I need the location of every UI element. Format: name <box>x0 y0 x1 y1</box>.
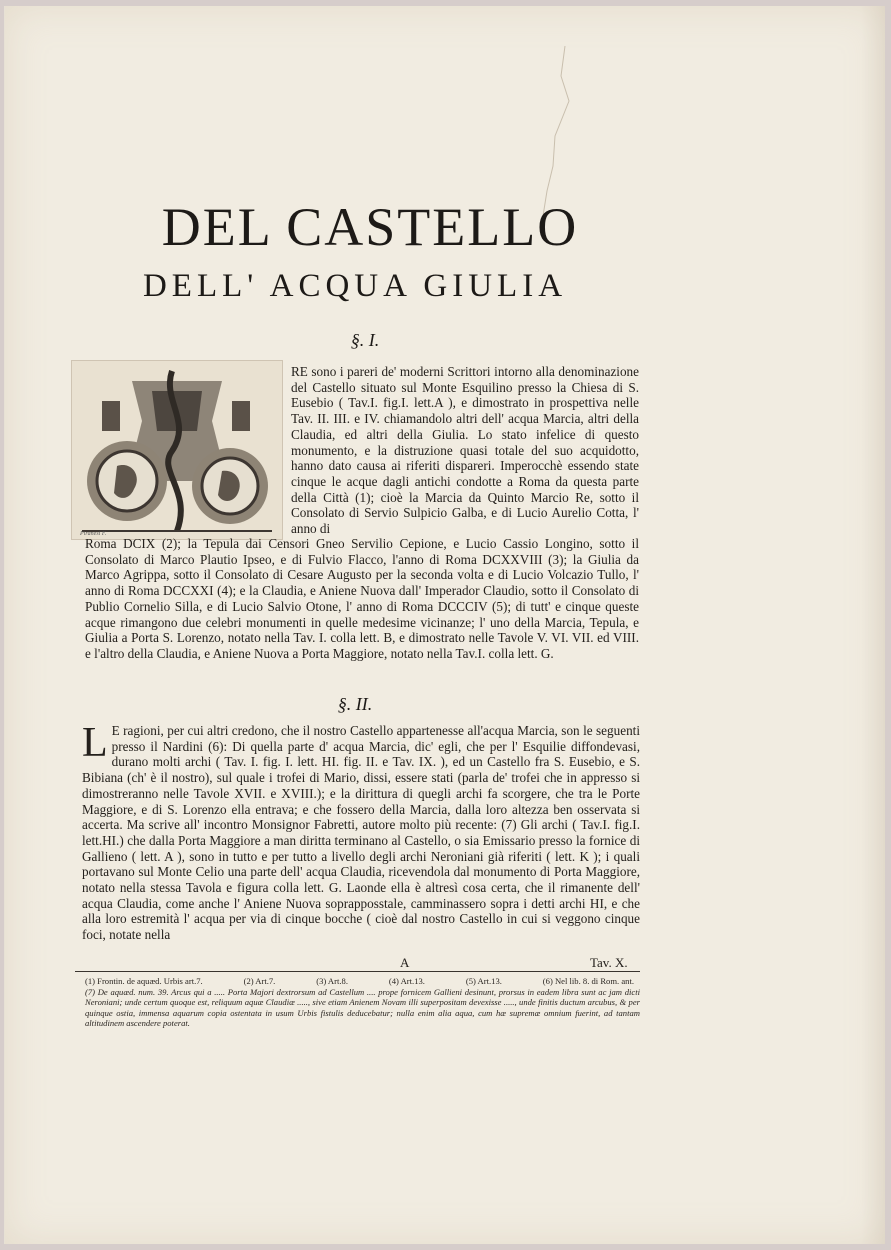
catchword: Tav. X. <box>590 955 628 970</box>
footnote-4: (4) Art.13. <box>388 976 425 986</box>
engraved-vignette <box>71 360 283 540</box>
footnote-7: (7) De aquæd. num. 39. Arcus qui a ..... Porta Majori dextrorsum ad Castellum .... prope fornicem Gallieni desinunt, prorsus in eadem libra sunt ac jam dicti Neroniani; unde certum quoque est, reliquum aquæ Claudiæ ....., sive etiam Anienem Novam illi superpositam devexisse ....., unde finitis ductum arcubus, & per quinque ostia, immensa aquarum copia ostentata in usum Urbis fistulis deducebatur; nulla enim alia aqua, cum hæ supremæ omnium fuerint, ad tantam altitudinem ascendere poterat. <box>85 986 640 1028</box>
section-2-heading: §. II. <box>337 694 373 714</box>
drop-cap: L <box>82 720 108 766</box>
signature-mark: A <box>400 955 410 970</box>
footnote-line-1 <box>85 976 640 987</box>
engraver-signature: Piranesi F. <box>80 531 107 537</box>
section-1-heading: §. I. <box>350 330 380 350</box>
page-subtitle: DELL' ACQUA GIULIA <box>142 268 568 304</box>
section-1-paragraph-right: RE sono i pareri de' moderni Scrittori intorno alla denominazione del Castello situato sul Monte Esquilino presso la Chiesa di S. Eusebio ( Tav.I. fig.I. lett.A ), e dimostrato in prospettiva nelle Tav. II. III. e IV. chiamandolo altri dell' acqua Marcia, altri della Claudia, ed altri della Giulia. Lo stato infelice di questo monumento, e la distruzione quasi totale del suo acquidotto, hanno dato causa ai riferiti dispareri. Imperocchè essendo state cinque le acque dagli antichi condotte a Roma da questa parte della Città (1); cioè la Marcia da Quinto Marcio Re, sotto il Consolato di Servio Sulpicio Galba, e di Lucio Aurelio Cotta, l' anno di <box>291 364 639 537</box>
footnote-3: (3) Art.8. <box>316 976 348 986</box>
footnote-rule <box>75 971 640 972</box>
trophy-medallions-illustration <box>72 361 282 539</box>
footnote-2: (2) Art.7. <box>243 976 276 986</box>
section-2-body: E ragioni, per cui altri credono, che il nostro Castello appartenesse all'acqua Marcia, son le seguenti presso il Nardini (6): Di quella parte d' acqua Marcia, dic' egli, che per l' Esquilie diffondevasi, durano molti archi ( Tav. I. fig. I. lett. HI. fig. II. e Tav. IX. ), ed un Castello fra S. Eusebio, e S. Bibiana (ch' è il nostro), sul quale i trofei di Mario, dissi, essere stati (parla de' trofei che in appresso si dimostreranno nelle Tavole XVII. e XVIII.); e la dirittura di quegli archi fa scorgere, che tra le Porte Maggiore, e di S. Lorenzo ella entrava; e che fossero della Marcia, dalla loro altezza ben osservata si accerta. Ma scrive all' incontro Monsignor Fabretti, autore molto più recente: (7) Gli archi ( Tav.I. fig.I. lett.HI.) che dalla Porta Maggiore a man diritta terminano al Castello, o sia Emissario presso la fornice di Gallieno ( lett. A ), sono in tutto e per tutto a livello degli archi Neroniani già riferiti ( lett. K ); i quali portavano sul Monte Celio una parte dell' acqua Claudia, ricevendola dal monumento di Porta Maggiore, notato nella stessa Tavola e figura colla lett. G. Laonde ella è altresì cosa certa, che il rimanente dell' acqua Claudia, come anche l' Aniene Nuova soprapposstale, camminassero sopra i detti archi HI, e che alla loro estremità l' acqua per via di cinque bocche ( cioè dal nostro Castello in cui si veggono cinque foci, notate nella <box>82 723 640 943</box>
paper-crack <box>525 46 585 216</box>
section-1-paragraph-full: Roma DCIX (2); la Tepula dai Censori Gneo Servilio Cepione, e Lucio Cassio Longino, sotto il Consolato di Marco Plautio Ipseo, e di Fulvio Flacco, l'anno di Roma DCXXVIII (3); la Giulia da Marco Agrippa, sotto il Consolato di Cesare Augusto per la seconda volta e di Lucio Volcazio Tullo, l' anno di Roma DCCXXI (4); e la Claudia, e Aniene Nuova dall' Imperador Claudio, sotto il Consolato di Publio Cornelio Silla, e di Lucio Salvio Otone, l' anno di Roma DCCCIV (5); di tutt' e cinque queste acque rimangono due celebri monumenti in quelle medesime vicinanze; l' uno della Marcia, Tepula, e Giulia a Porta S. Lorenzo, notato nella Tav. I. colla lett. B, e dimostrato nelle Tavole V. VI. VII. ed VIII. e l'altro della Claudia, e Aniene Nuova a Porta Maggiore, notato nella Tav.I. colla lett. G. <box>85 536 639 661</box>
section-2-paragraph <box>82 720 640 943</box>
page-title: DEL CASTELLO <box>161 197 579 257</box>
footnote-5: (5) Art.13. <box>465 976 502 986</box>
footnotes <box>85 976 640 1029</box>
footnote-1: (1) Frontin. de aquæd. Urbis art.7. <box>85 976 203 986</box>
footnote-6: (6) Nel lib. 8. di Rom. ant. <box>542 976 634 986</box>
page-sheet <box>4 6 885 1244</box>
